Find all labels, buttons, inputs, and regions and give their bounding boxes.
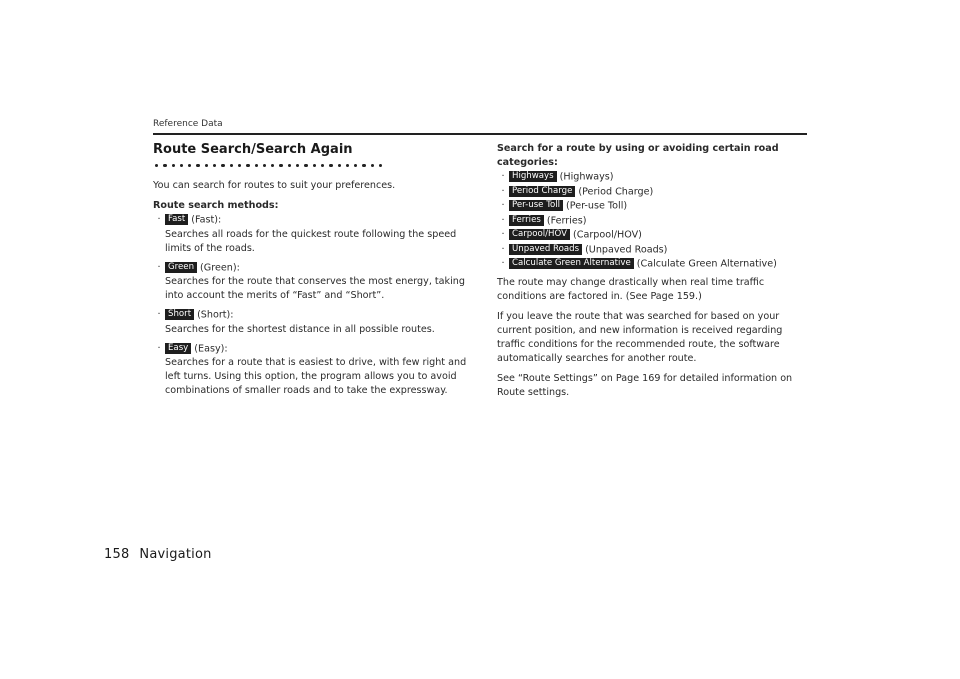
method-item-green [153,261,473,304]
left-column [153,142,473,403]
highways-label: (Highways) [559,171,614,183]
per-use-toll-tag: Per-use Toll [509,200,563,211]
method-item-fast [153,213,473,256]
method-item-short [153,308,473,337]
section-title: Route Search/Search Again [153,142,353,157]
categories-heading: Search for a route by using or avoiding certain road categories: [497,143,779,168]
right-column [497,142,807,406]
categories-list [497,170,807,272]
paragraph-reroute: If you leave the route that was searched for based on your current position, and new information is received regarding traffic conditions for the recommended route, the software automatically searches for another route. [497,310,783,364]
intro-text: You can search for routes to suit your preferences. [153,180,396,192]
calculate-green-label: (Calculate Green Alternative) [636,258,777,270]
green-tag: Green [165,262,197,273]
category-item-period-charge: · Period Charge (Period Charge) [501,185,654,197]
header-label: Reference Data [153,119,223,129]
highways-tag: Highways [509,171,557,182]
period-charge-label: (Period Charge) [578,186,654,197]
short-label: (Short): [197,309,234,321]
title-dots [155,164,473,167]
methods-heading: Route search methods: [153,200,279,212]
per-use-toll-label: (Per-use Toll) [566,200,628,212]
category-item-carpool-hov: · Carpool/HOV (Carpool/HOV) [501,229,642,241]
paragraph-see-settings: See “Route Settings” on Page 169 for detailed information on Route settings. [497,372,793,398]
easy-label: (Easy): [194,343,228,355]
ferries-label: (Ferries) [546,215,587,226]
category-item-per-use-toll: · Per-use Toll (Per-use Toll) [501,200,628,212]
bullet: · [157,342,161,354]
category-item-calculate-green: · Calculate Green Alternative (Calculate Green Alternative) [501,258,777,270]
short-tag: Short [165,309,194,320]
header-rule [153,133,807,135]
page-number: 158 [104,547,130,562]
easy-tag: Easy [165,343,191,354]
period-charge-tag: Period Charge [509,186,575,197]
easy-desc: Searches for a route that is easiest to drive, with few right and left turns. Using this option, the program allows you to avoid combinations of smaller roads and to take the expressway. [165,357,467,397]
bullet: · [157,309,161,321]
category-item-highways: · Highways (Highways) [501,171,614,183]
bullet: · [157,261,161,273]
fast-tag: Fast [165,214,188,225]
unpaved-roads-tag: Unpaved Roads [509,244,582,255]
green-desc: Searches for the route that conserves the most energy, taking into account the merits of “Fast” and “Short”. [165,276,465,302]
category-item-ferries: · Ferries (Ferries) [501,214,587,226]
carpool-hov-tag: Carpool/HOV [509,229,570,240]
calculate-green-tag: Calculate Green Alternative [509,258,634,269]
ferries-tag: Ferries [509,215,544,226]
carpool-hov-label: (Carpool/HOV) [573,229,642,241]
fast-desc: Searches all roads for the quickest route following the speed limits of the roads. [165,228,457,254]
fast-label: (Fast): [191,214,222,226]
short-desc: Searches for the shortest distance in all possible routes. [165,323,435,335]
method-item-easy [153,342,473,399]
page-footer [104,547,212,562]
footer-section: Navigation [139,547,212,562]
green-label: (Green): [200,262,240,274]
unpaved-roads-label: (Unpaved Roads) [585,244,668,255]
bullet: · [157,214,161,226]
category-item-unpaved-roads: · Unpaved Roads (Unpaved Roads) [501,243,668,255]
paragraph-traffic: The route may change drastically when real time traffic conditions are factored in. (See Page 159.) [497,276,765,302]
